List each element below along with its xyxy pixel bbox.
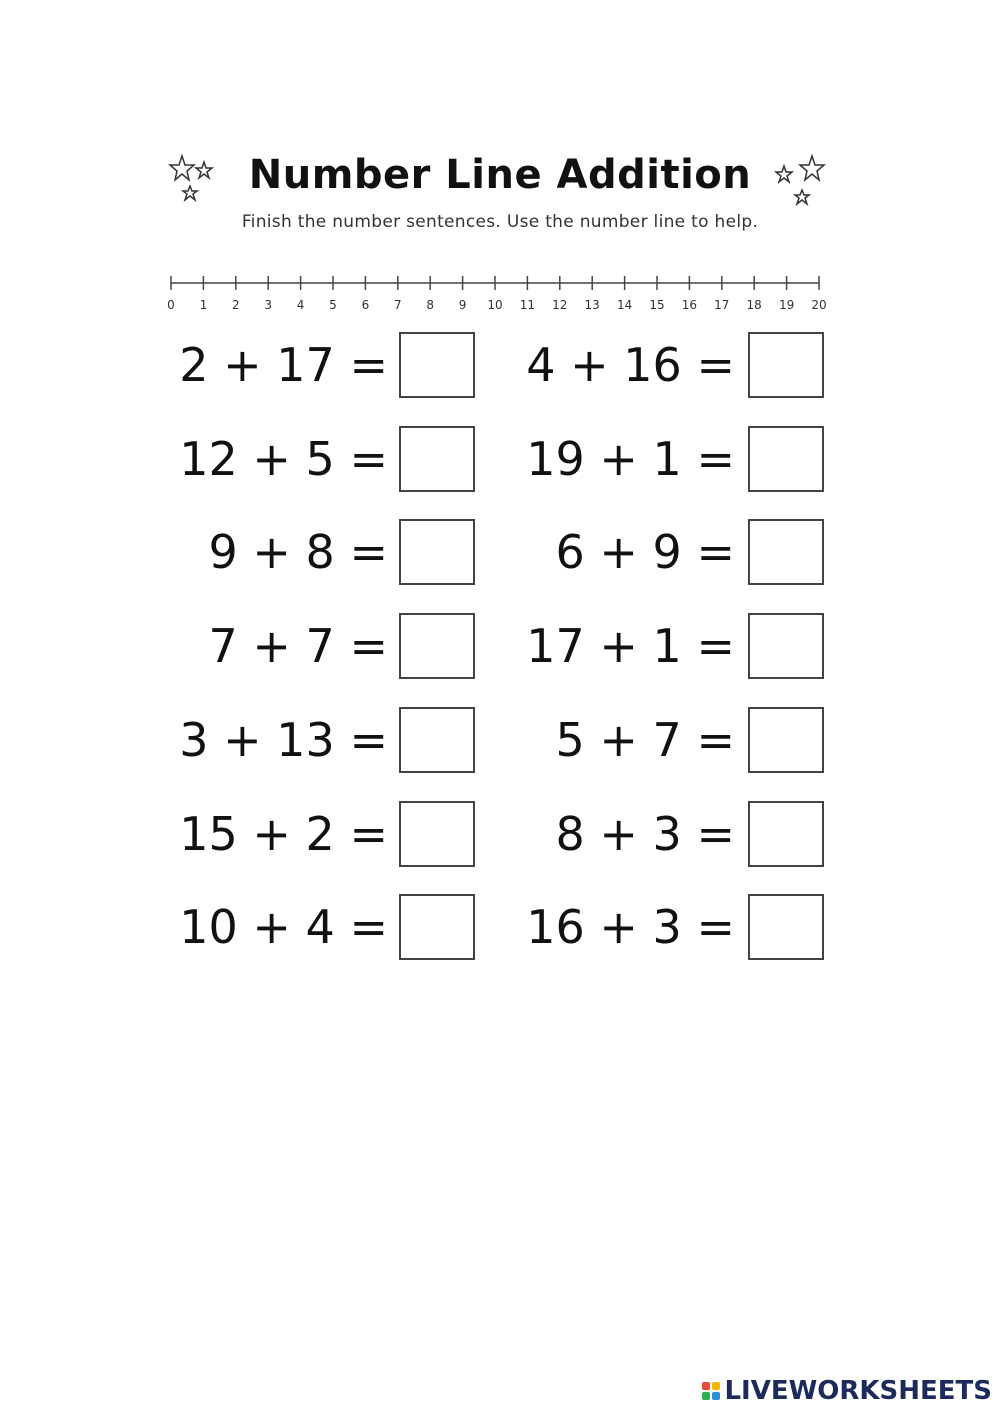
number-line [0, 265, 1000, 325]
tick-label: 3 [264, 298, 273, 312]
answer-box[interactable] [399, 707, 475, 773]
tick-label: 4 [296, 298, 305, 312]
tick-label: 15 [649, 298, 665, 312]
tick-label: 12 [552, 298, 568, 312]
tick-label: 20 [811, 298, 827, 312]
brand-name: LIVEWORKSHEETS [724, 1376, 992, 1406]
instructions: Finish the number sentences. Use the number line to help. [241, 212, 759, 232]
tick-label: 17 [714, 298, 730, 312]
answer-box[interactable] [399, 801, 475, 867]
problem-equation: 2 + 17 = [179, 338, 388, 392]
problem-equation: 7 + 7 = [208, 619, 388, 674]
tick-label: 16 [681, 298, 698, 312]
tick-label: 2 [231, 298, 240, 312]
page-title: Number Line Addition [248, 152, 752, 198]
answer-box[interactable] [748, 613, 824, 679]
brand-logo-icon [702, 1382, 720, 1400]
tick-label: 5 [329, 298, 337, 312]
answer-box[interactable] [748, 426, 824, 492]
problem-equation: 6 + 9 = [555, 525, 735, 580]
problem-equation: 9 + 8 = [208, 525, 388, 580]
tick-label: 18 [746, 298, 762, 312]
tick-label: 13 [584, 298, 600, 312]
answer-box[interactable] [748, 519, 824, 585]
tick-label: 7 [393, 298, 402, 312]
tick-label: 8 [426, 298, 435, 312]
problem-equation: 8 + 3 = [555, 806, 735, 861]
tick-label: 14 [616, 298, 633, 312]
tick-label: 6 [361, 298, 370, 312]
answer-box[interactable] [399, 332, 475, 398]
problem-equation: 15 + 2 = [179, 806, 388, 861]
problem-equation: 5 + 7 = [555, 712, 735, 767]
footer-brand [702, 1377, 992, 1405]
problem-equation: 3 + 13 = [179, 712, 388, 767]
tick-label: 11 [519, 298, 536, 312]
answer-box[interactable] [748, 801, 824, 867]
problem-equation: 4 + 16 = [526, 338, 735, 392]
problem-equation: 10 + 4 = [179, 900, 388, 955]
tick-label: 9 [458, 298, 467, 312]
answer-box[interactable] [748, 707, 824, 773]
problem-equation: 19 + 1 = [526, 431, 735, 486]
answer-box[interactable] [748, 894, 824, 960]
tick-label: 10 [487, 298, 503, 312]
answer-box[interactable] [748, 332, 824, 398]
problem-equation: 16 + 3 = [526, 900, 735, 955]
problem-equation: 17 + 1 = [526, 619, 735, 674]
answer-box[interactable] [399, 613, 475, 679]
tick-label: 0 [167, 298, 175, 312]
tick-label: 19 [778, 298, 795, 312]
answer-box[interactable] [399, 519, 475, 585]
answer-box[interactable] [399, 894, 475, 960]
tick-label: 1 [199, 298, 208, 312]
answer-box[interactable] [399, 426, 475, 492]
problem-equation: 12 + 5 = [179, 431, 388, 486]
